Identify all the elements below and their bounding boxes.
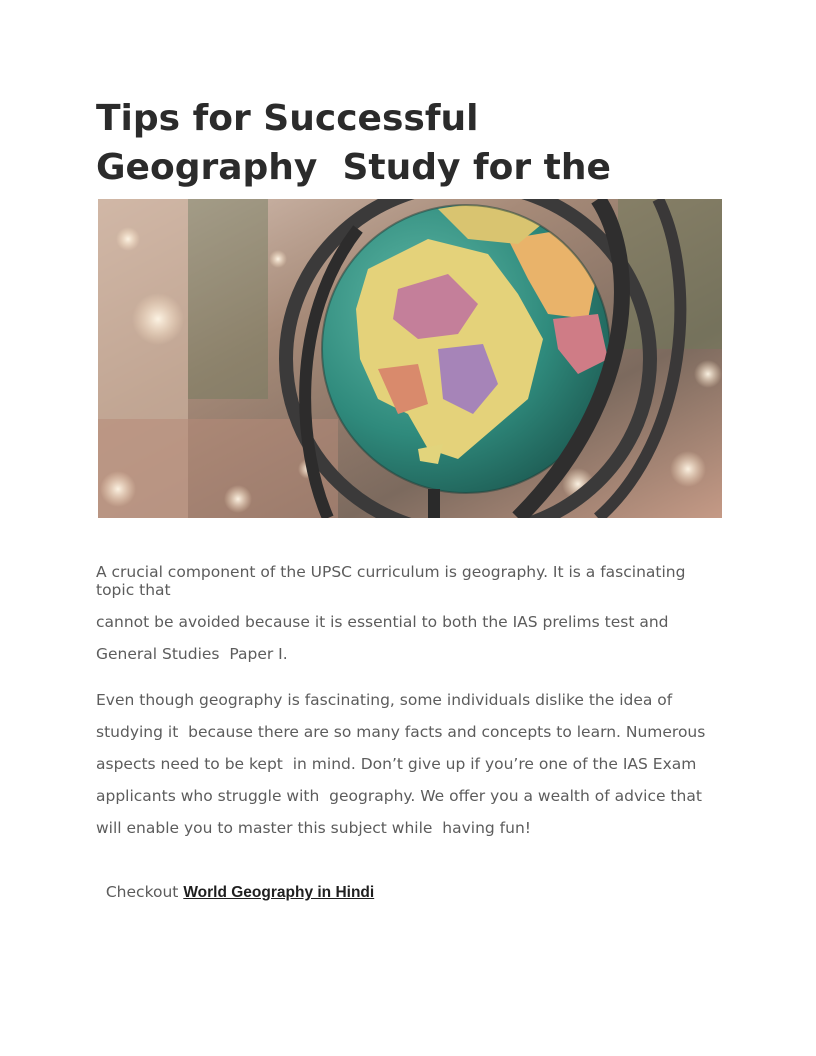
body-line: studying it because there are so many facts and concepts to learn. Numerous <box>96 723 706 741</box>
page-title: Tips for Successful Geography Study for the <box>96 98 611 188</box>
checkout-prefix: Checkout <box>105 883 184 901</box>
intro-line: A crucial component of the UPSC curriculum is geography. It is a fascinating <box>96 563 686 581</box>
world-geography-hindi-link[interactable]: World Geography in Hindi <box>183 884 375 901</box>
intro-line: topic that <box>96 581 171 599</box>
intro-line: cannot be avoided because it is essential to both the IAS prelims test and <box>96 613 669 631</box>
body-line: Even though geography is fascinating, some individuals dislike the idea of <box>96 691 673 709</box>
checkout-line <box>96 865 374 902</box>
body-line: will enable you to master this subject while having fun! <box>96 819 531 837</box>
body-line: applicants who struggle with geography. We offer you a wealth of advice that <box>96 787 702 805</box>
intro-line: General Studies Paper I. <box>96 645 288 663</box>
hero-image <box>98 199 722 518</box>
globe-photo <box>98 199 722 518</box>
body-line: aspects need to be kept in mind. Don’t give up if you’re one of the IAS Exam <box>96 755 697 773</box>
